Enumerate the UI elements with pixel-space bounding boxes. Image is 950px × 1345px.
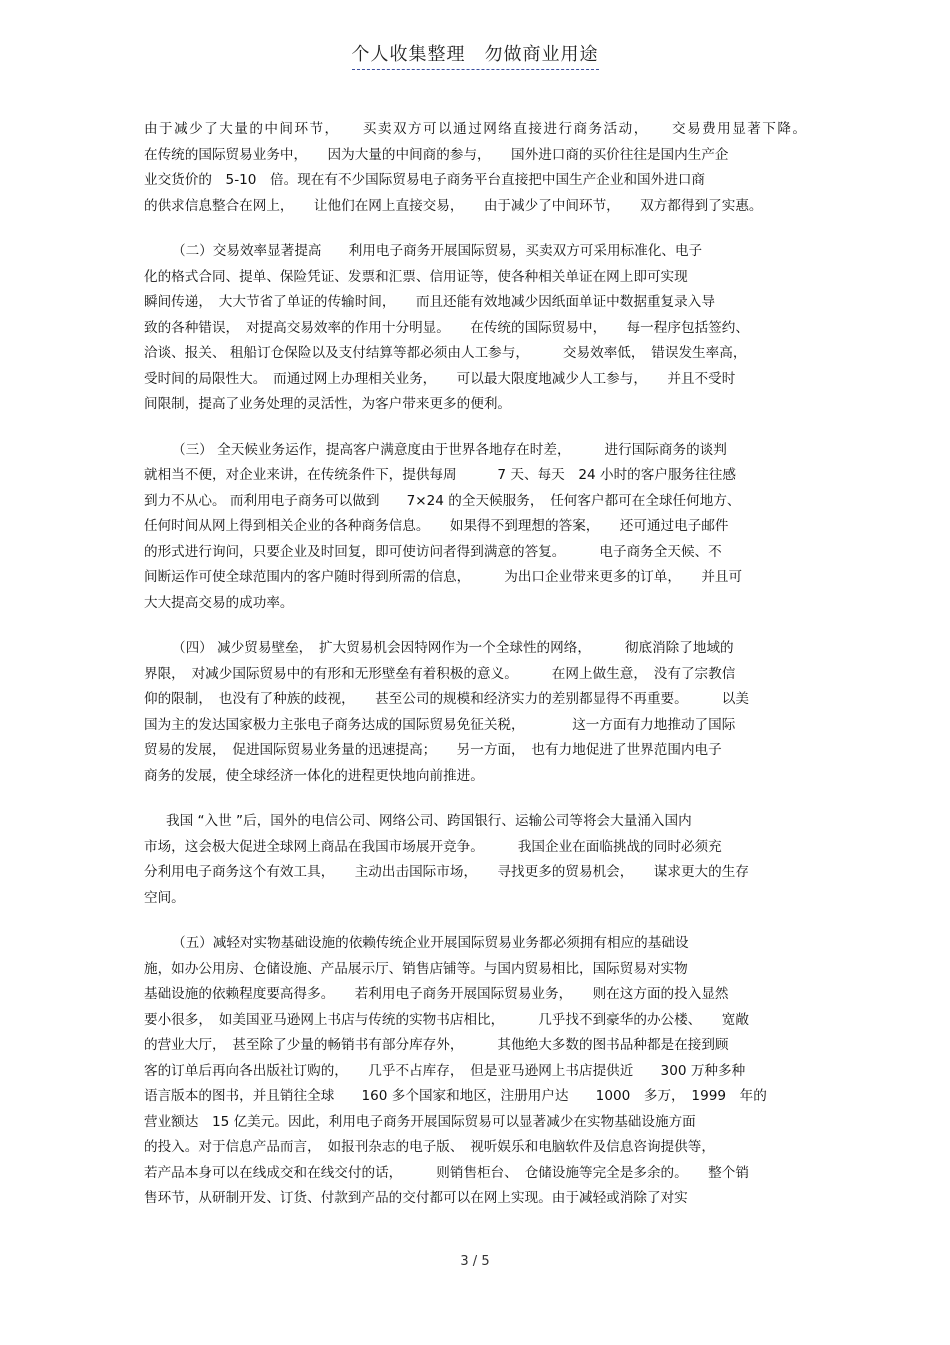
- text-line: 的供求信息整合在网上， 让他们在网上直接交易， 由于减少了中间环节， 双方都得到了实惠。: [144, 197, 763, 214]
- text-line: 商务的发展，使全球经济一体化的进程更快地向前推进。: [144, 767, 484, 784]
- text-line: 瞬间传递， 大大节省了单证的传输时间， 而且还能有效地减少因纸面单证中数据重复录入导: [144, 294, 715, 310]
- text-line: 间限制，提高了业务处理的灵活性，为客户带来更多的便利。: [144, 396, 512, 412]
- paragraph-6: [144, 931, 806, 1212]
- page-number: 3 / 5: [460, 1254, 490, 1269]
- header-title: 个人收集整理 勿做商业用途: [352, 40, 599, 70]
- paragraph-5: [144, 809, 806, 911]
- document-body: [144, 117, 806, 1232]
- text-line: （三） 全天候业务运作，提高客户满意度由于世界各地存在时差， 进行国际商务的谈判: [172, 441, 727, 458]
- text-line: 国为主的发达国家极力主张电子商务达成的国际贸易免征关税， 这一方面有力地推动了国际: [144, 716, 736, 733]
- text-line: 基础设施的依赖程度要高得多。 若利用电子商务开展国际贸易业务， 则在这方面的投入显然: [144, 986, 729, 1002]
- paragraph-4: [144, 636, 806, 789]
- text-line: 洽谈、报关、 租船订仓保险以及支付结算等都必须由人工参与， 交易效率低， 错误发生率高，: [144, 345, 747, 361]
- text-line: 的营业大厅， 甚至除了少量的畅销书有部分库存外， 其他绝大多数的图书品种都是在接到顾: [144, 1037, 729, 1053]
- text-line: 到力不从心。 而利用电子商务可以做到 7×24 的全天候服务， 任何客户都可在全球任何地方、: [144, 492, 741, 509]
- text-line: 售环节，从研制开发、订货、付款到产品的交付都可以在网上实现。由于减轻或消除了对实: [144, 1190, 688, 1206]
- text-line: （二）交易效率显著提高 利用电子商务开展国际贸易，买卖双方可采用标准化、电子: [172, 243, 703, 259]
- text-line: 界限， 对减少国际贸易中的有形和无形壁垒有着积极的意义。 在网上做生意， 没有了宗教信: [144, 665, 736, 682]
- text-line: 在传统的国际贸易业务中， 因为大量的中间商的参与， 国外进口商的买价往往是国内生产企: [144, 146, 729, 163]
- text-line: 空间。: [144, 889, 185, 906]
- text-line: 间断运作可使全球范围内的客户随时得到所需的信息， 为出口企业带来更多的订单， 并且可: [144, 569, 743, 585]
- text-line: 就相当不便，对企业来讲，在传统条件下，提供每周 7 天、每天 24 小时的客户服务往往感: [144, 467, 736, 483]
- text-line: （五）减轻对实物基础设施的依赖传统企业开展国际贸易业务都必须拥有相应的基础设: [172, 935, 689, 951]
- text-line: 大大提高交易的成功率。: [144, 594, 294, 611]
- text-line: 致的各种错误， 对提高交易效率的作用十分明显。 在传统的国际贸易中， 每一程序包括签约、: [144, 319, 749, 336]
- text-line: 化的格式合同、提单、保险凭证、发票和汇票、信用证等，使各种相关单证在网上即可实现: [144, 268, 688, 285]
- paragraph-2: [144, 239, 806, 418]
- text-line: 施，如办公用房、仓储设施、产品展示厅、销售店铺等。与国内贸易相比，国际贸易对实物: [144, 960, 688, 977]
- text-line: 语言版本的图书，并且销往全球 160 多个国家和地区，注册用户达 1000 多万， 1999 年的: [144, 1088, 767, 1104]
- text-line: 贸易的发展， 促进国际贸易业务量的迅速提高； 另一方面， 也有力地促进了世界范围内电子: [144, 742, 722, 758]
- page-header: [0, 40, 950, 70]
- text-line: 仰的限制， 也没有了种族的歧视， 甚至公司的规模和经济实力的差别都显得不再重要。 以美: [144, 691, 749, 707]
- text-line: 市场，这会极大促进全球网上商品在我国市场展开竞争。 我国企业在面临挑战的同时必须充: [144, 838, 722, 855]
- text-line: 若产品本身可以在线成交和在线交付的话， 则销售柜台、 仓储设施等完全是多余的。 整个销: [144, 1164, 749, 1181]
- text-line: 我国 “入世 ”后，国外的电信公司、网络公司、跨国银行、运输公司等将会大量涌入国内: [166, 813, 692, 829]
- text-line: 业交货价的 5-10 倍。现在有不少国际贸易电子商务平台直接把中国生产企业和国外进口商: [144, 172, 706, 188]
- paragraph-1: [144, 117, 806, 219]
- text-line: 的形式进行询问，只要企业及时回复，即可使访问者得到满意的答复。 电子商务全天候、不: [144, 543, 722, 560]
- paragraph-3: [144, 438, 806, 617]
- text-line: 任何时间从网上得到相关企业的各种商务信息。 如果得不到理想的答案， 还可通过电子邮件: [144, 518, 729, 534]
- text-line: 由于减少了大量的中间环节， 买卖双方可以通过网络直接进行商务活动， 交易费用显著下降。: [144, 121, 806, 137]
- text-line: 客的订单后再向各出版社订购的， 几乎不占库存， 但是亚马逊网上书店提供近 300 万种多种: [144, 1062, 746, 1079]
- text-line: 的投入。对于信息产品而言， 如报刊杂志的电子版、 视听娱乐和电脑软件及信息咨询提供等，: [144, 1139, 715, 1155]
- text-line: 要小很多， 如美国亚马逊网上书店与传统的实物书店相比， 几乎找不到豪华的办公楼、 宽敞: [144, 1011, 749, 1028]
- text-line: 分利用电子商务这个有效工具， 主动出击国际市场， 寻找更多的贸易机会， 谋求更大的生存: [144, 864, 749, 880]
- text-line: 营业额达 15 亿美元。因此，利用电子商务开展国际贸易可以显著减少在实物基础设施方面: [144, 1113, 696, 1130]
- text-line: （四） 减少贸易壁垒， 扩大贸易机会因特网作为一个全球性的网络， 彻底消除了地域的: [172, 640, 734, 656]
- text-line: 受时间的局限性大。 而通过网上办理相关业务， 可以最大限度地减少人工参与， 并且不受时: [144, 370, 736, 387]
